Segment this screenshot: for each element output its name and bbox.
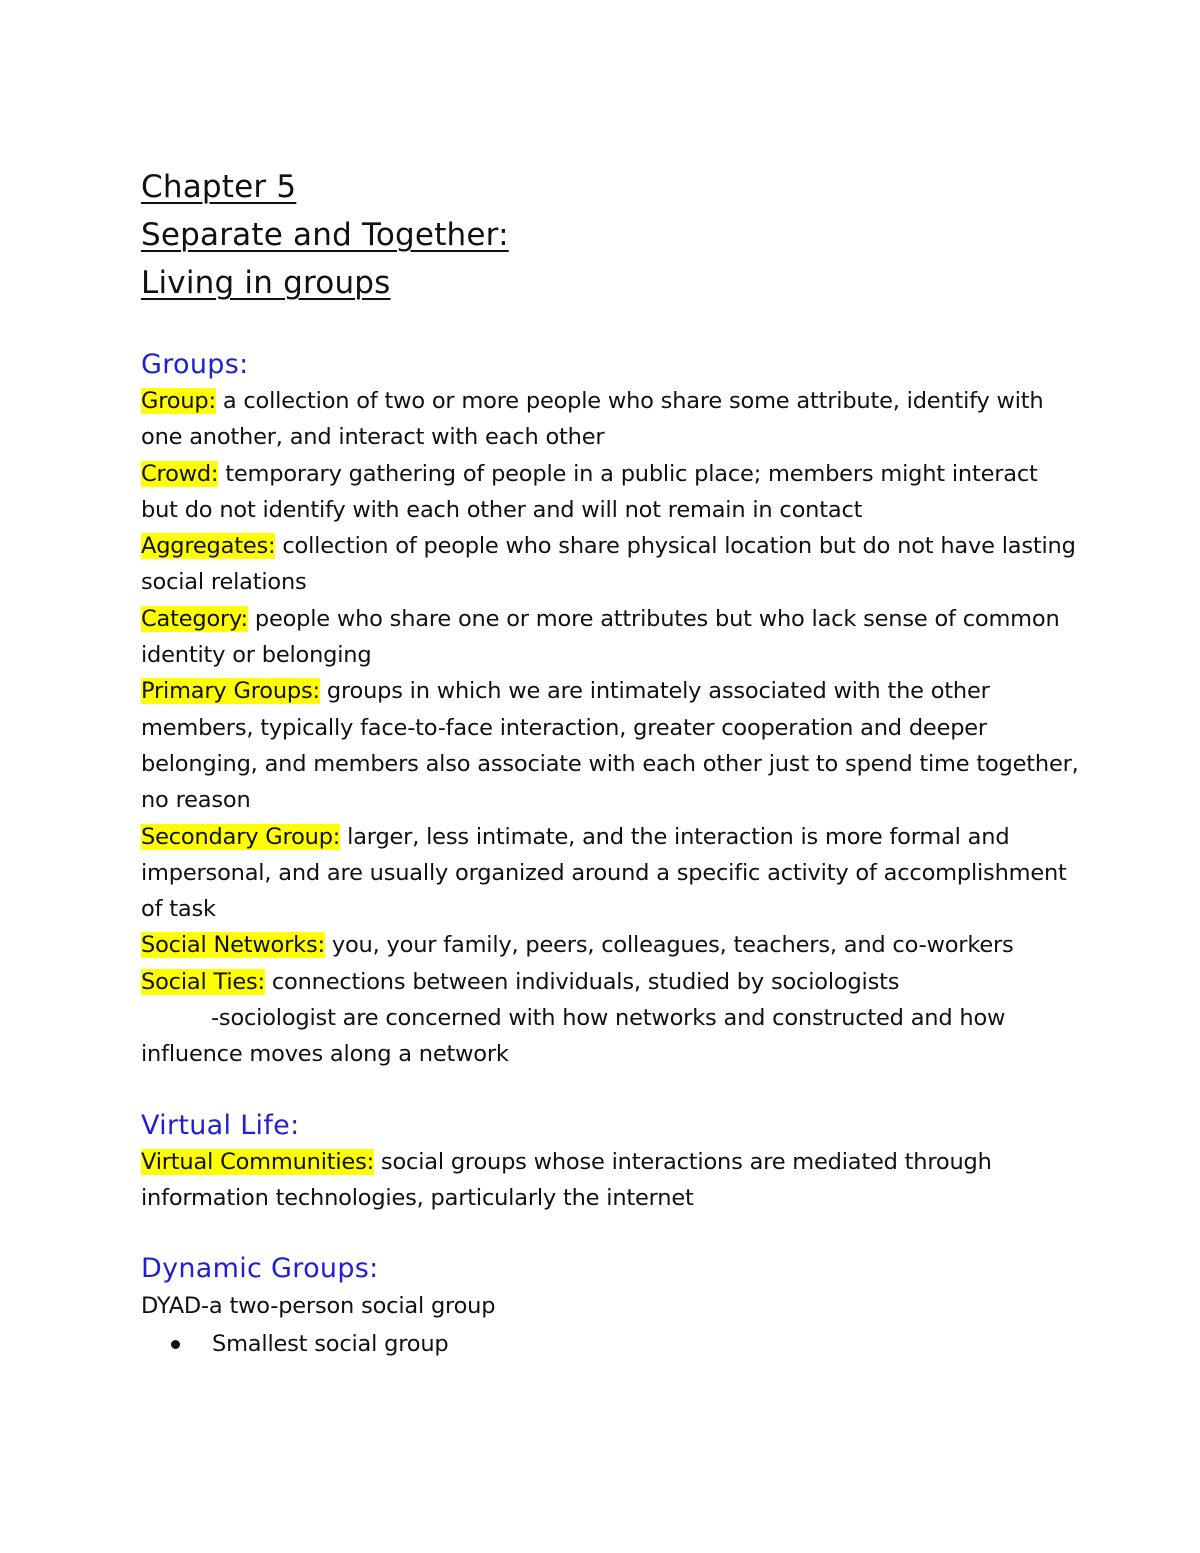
list-item [141,1325,1081,1363]
definition-text: temporary gathering of people in a public place; members might interact but do not identify with each other and will not remain in contact [141,460,1038,523]
definition-social-networks [141,927,1081,963]
definition-text: groups in which we are intimately associated with the other members, typically face-to-face interaction, greater cooperation and deeper belonging, and members also associate with each other just to spend time together, no reason [141,678,1079,814]
section-heading-virtual-life: Virtual Life: [141,1109,300,1141]
definition-aggregates [141,528,1081,601]
social-ties-note [141,1000,1081,1073]
definition-text: collection of people who share physical location but do not have lasting social relations [141,533,1076,596]
term-crowd: Crowd: [141,460,219,487]
definition-virtual-communities [141,1144,1081,1217]
definition-text: social groups whose interactions are mediated through information technologies, particularly the internet [141,1148,992,1211]
note-text: -sociologist are concerned with how networks and constructed and how influence moves along a network [141,1005,1006,1068]
definition-text: connections between individuals, studied by sociologists [264,968,900,995]
bullet-icon [171,1340,180,1349]
term-aggregates: Aggregates: [141,533,276,560]
term-virtual-communities: Virtual Communities: [141,1148,374,1175]
definition-category [141,601,1081,674]
chapter-subtitle-2: Living in groups [141,265,391,301]
term-group: Group: [141,388,216,414]
term-primary-groups: Primary Groups: [141,678,320,705]
definition-text: people who share one or more attributes but who lack sense of common identity or belonging [141,605,1060,669]
definition-text: a collection of two or more people who share some attribute, identify with one another, and interact with each other [141,388,1044,451]
dyad-bullet-list [141,1325,1081,1363]
definition-text: larger, less intimate, and the interaction is more formal and impersonal, and are usually organized around a specific activity of accomplishment of task [141,823,1067,923]
term-secondary-group: Secondary Group: [141,823,341,850]
definition-secondary-group [141,819,1081,928]
term-category: Category: [141,605,248,632]
section-heading-dynamic-groups: Dynamic Groups: [141,1253,379,1285]
definition-social-ties [141,964,1081,1000]
term-social-ties: Social Ties: [141,968,265,995]
definition-primary-groups [141,673,1081,818]
definition-group [141,383,1081,456]
chapter-title: Chapter 5 [141,169,297,205]
term-social-networks: Social Networks: [141,932,325,959]
chapter-subtitle: Separate and Together: [141,217,509,253]
definition-text: you, your family, peers, colleagues, teachers, and co-workers [324,932,1014,959]
definition-crowd [141,456,1081,529]
document-page [141,163,1081,1363]
dyad-definition: DYAD-a two-person social group [141,1293,496,1320]
section-heading-groups: Groups: [141,349,249,380]
bullet-text: Smallest social group [212,1331,449,1358]
